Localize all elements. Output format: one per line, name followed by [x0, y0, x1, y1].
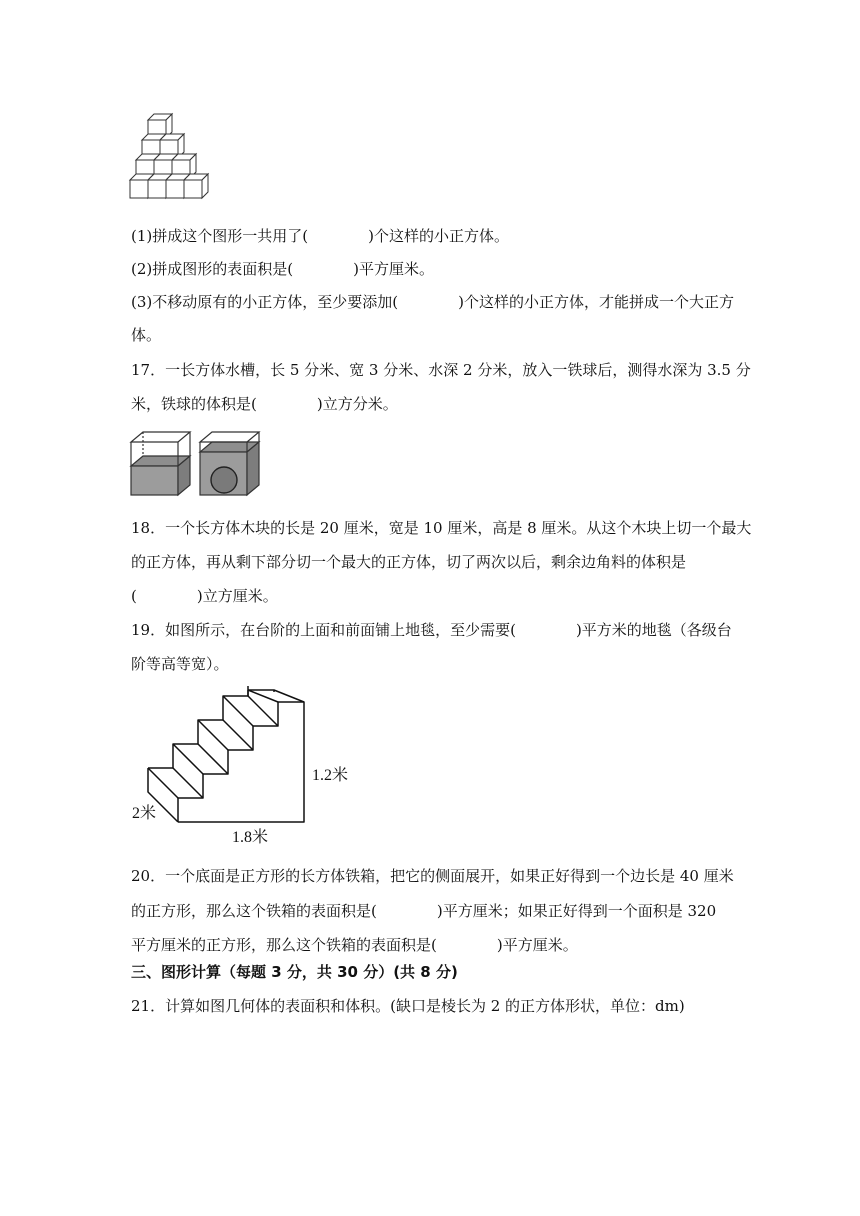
tank-with-ball [200, 432, 259, 495]
q18-line2: 的正方体，再从剩下部分切一个最大的正方体，切了两次以后，剩余边角料的体积是 [131, 553, 687, 571]
q16-part1: (1)拼成这个图形一共用了( )个这样的小正方体。 [131, 227, 509, 245]
q18-line3: ( )立方厘米。 [131, 587, 278, 605]
q20-line3: 平方厘米的正方形，那么这个铁箱的表面积是( )平方厘米。 [131, 936, 578, 954]
water-tank-figure [128, 428, 268, 500]
cube-stack-figure [128, 110, 224, 210]
staircase-figure [128, 686, 368, 846]
q18-line1: 18．一个长方体木块的长是 20 厘米，宽是 10 厘米，高是 8 厘米。从这个木块上切一个最大 [131, 519, 752, 537]
label-depth: 2米 [132, 805, 157, 822]
stair-front-profile [178, 702, 304, 822]
label-width: 1.8米 [232, 829, 269, 846]
q16-part3-line2: 体。 [131, 326, 162, 344]
q17-line1: 17．一长方体水槽，长 5 分米、宽 3 分米、水深 2 分米，放入一铁球后，测得水深为 3.5 分 [131, 361, 751, 379]
q19-line1: 19．如图所示，在台阶的上面和前面铺上地毯，至少需要( )平方米的地毯（各级台 [131, 621, 732, 639]
q16-part2: (2)拼成图形的表面积是( )平方厘米。 [131, 260, 434, 278]
q21-line1: 21．计算如图几何体的表面积和体积。(缺口是棱长为 2 的正方体形状，单位：dm) [131, 997, 685, 1015]
tank-without-ball [131, 432, 190, 495]
q16-part3-line1: (3)不移动原有的小正方体，至少要添加( )个这样的小正方体，才能拼成一个大正方 [131, 293, 734, 311]
q17-line2: 米，铁球的体积是( )立方分米。 [131, 395, 398, 413]
iron-ball [211, 467, 237, 493]
q20-line2: 的正方形，那么这个铁箱的表面积是( )平方厘米；如果正好得到一个面积是 320 [131, 902, 717, 920]
section3-heading: 三、图形计算（每题 3 分，共 30 分）(共 8 分) [131, 963, 458, 981]
q19-line2: 阶等高等宽）。 [131, 655, 229, 673]
label-height: 1.2米 [312, 767, 349, 784]
q20-line1: 20．一个底面是正方形的长方体铁箱，把它的侧面展开，如果正好得到一个边长是 40 厘米 [131, 867, 734, 885]
